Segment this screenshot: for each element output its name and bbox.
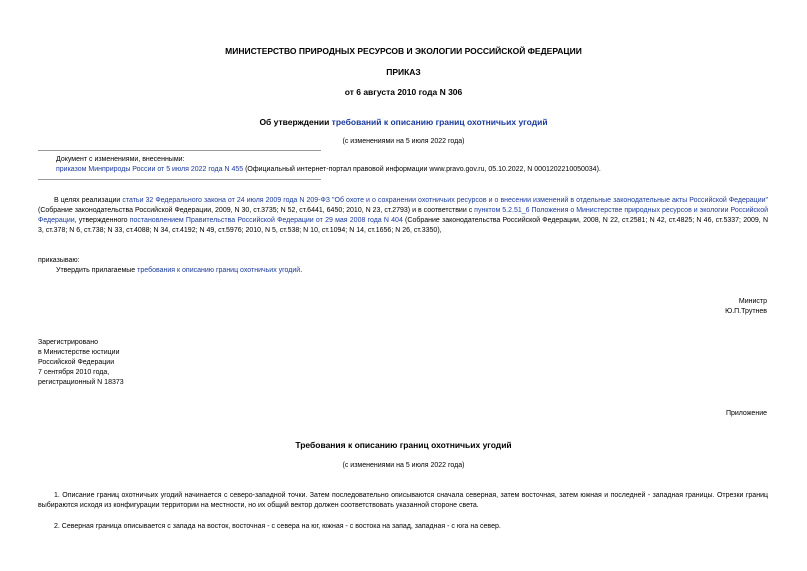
amendments-intro: Документ с изменениями, внесенными:	[56, 156, 185, 163]
ministry-heading: МИНИСТЕРСТВО ПРИРОДНЫХ РЕСУРСОВ И ЭКОЛОГИИ РОССИЙСКОЙ ФЕДЕРАЦИИ	[225, 46, 582, 56]
appendix-label: Приложение	[725, 410, 767, 417]
preamble-text-4: (Собрание законодательства Российской Федерации, 2008, N 22, ст.2581; N 42, ст.4825; N 46, ст.5337; 2009, N 3, ст.378; N 6, ст.738; N 33, ст.4088; N 34, ст.4192; N 49, ст.5976; 2010, N 5, ст.538; N 10, ст.1094; N 14, ст.1656; N 26, ст.3350),	[38, 217, 768, 234]
order-keyword: приказываю:	[38, 257, 80, 264]
signatory-position: Министр	[738, 298, 767, 305]
signatory-name: Ю.П.Трутнев	[725, 308, 767, 315]
registration-line-1: Зарегистрировано	[38, 339, 98, 346]
document-title-link[interactable]: требований к описанию границ охотничьих угодий	[331, 117, 548, 127]
document-type: ПРИКАЗ	[386, 67, 421, 77]
preamble-text-2: (Собрание законодательства Российской Федерации, 2009, N 30, ст.3735; N 52, ст.6441, 6450; 2010, N 23, ст.2793) и в соответствии с	[38, 207, 475, 214]
amendment-source: (Официальный интернет-портал правовой информации www.pravo.gov.ru, 05.10.2022, N 0001202210050034).	[243, 166, 601, 173]
government-decree-link[interactable]: постановлением Правительства Российской Федерации от 29 мая 2008 года N 404	[129, 217, 403, 224]
preamble-text-3: , утвержденного	[74, 217, 130, 224]
registration-line-2: в Министерстве юстиции	[38, 349, 120, 356]
preamble-text-1: В целях реализации	[54, 197, 123, 204]
amendments-top-rule	[38, 150, 321, 151]
amendment-order-link[interactable]: приказом Минприроды России от 5 июля 2022 года N 455	[56, 166, 244, 173]
ministry-regulation-link[interactable]: пунктом 5.2.51_6 Положения о Министерстве природных ресурсов и экологии Российской Федерации	[38, 207, 768, 224]
amendments-bottom-rule	[38, 179, 321, 180]
registration-line-5: регистрационный N 18373	[38, 379, 124, 386]
registration-line-3: Российской Федерации	[38, 359, 115, 366]
preamble-paragraph	[38, 196, 768, 236]
document-title-prefix: Об утверждении	[259, 117, 332, 127]
order-text-1: Утвердить прилагаемые	[56, 267, 138, 274]
appendix-title: Требования к описанию границ охотничьих угодий	[295, 440, 512, 450]
order-text-2: .	[300, 267, 303, 274]
amendments-line	[56, 165, 786, 175]
document-title	[0, 117, 807, 127]
federal-law-link[interactable]: статьи 32 Федерального закона от 24 июля 2009 года N 209-ФЗ "Об охоте и о сохранении охотничьих ресурсов и о внесении изменений в отдельные законодательные акты Российской Федерации"	[122, 197, 768, 204]
requirement-item-1: 1. Описание границ охотничьих угодий начинается с северо-западной точки. Затем последовательно описываются сначала северная, затем восточная, затем южная и последней - западная границы. Отрезки границ выбираются исходя из конфигурации территории на местности, но их общий вектор должен соответствовать указанной стороне света.	[38, 492, 768, 509]
document-date-number: от 6 августа 2010 года N 306	[344, 87, 463, 97]
order-text	[56, 266, 302, 276]
requirements-link[interactable]: требования к описанию границ охотничьих угодий	[137, 267, 301, 274]
registration-line-4: 7 сентября 2010 года,	[38, 369, 110, 376]
appendix-revision-note: (с изменениями на 5 июля 2022 года)	[342, 462, 465, 469]
revision-note: (с изменениями на 5 июля 2022 года)	[342, 138, 465, 145]
requirement-item-2: 2. Северная граница описывается с запада на восток, восточная - с севера на юг, южная - с востока на запад, западная - с юга на север.	[54, 523, 501, 530]
